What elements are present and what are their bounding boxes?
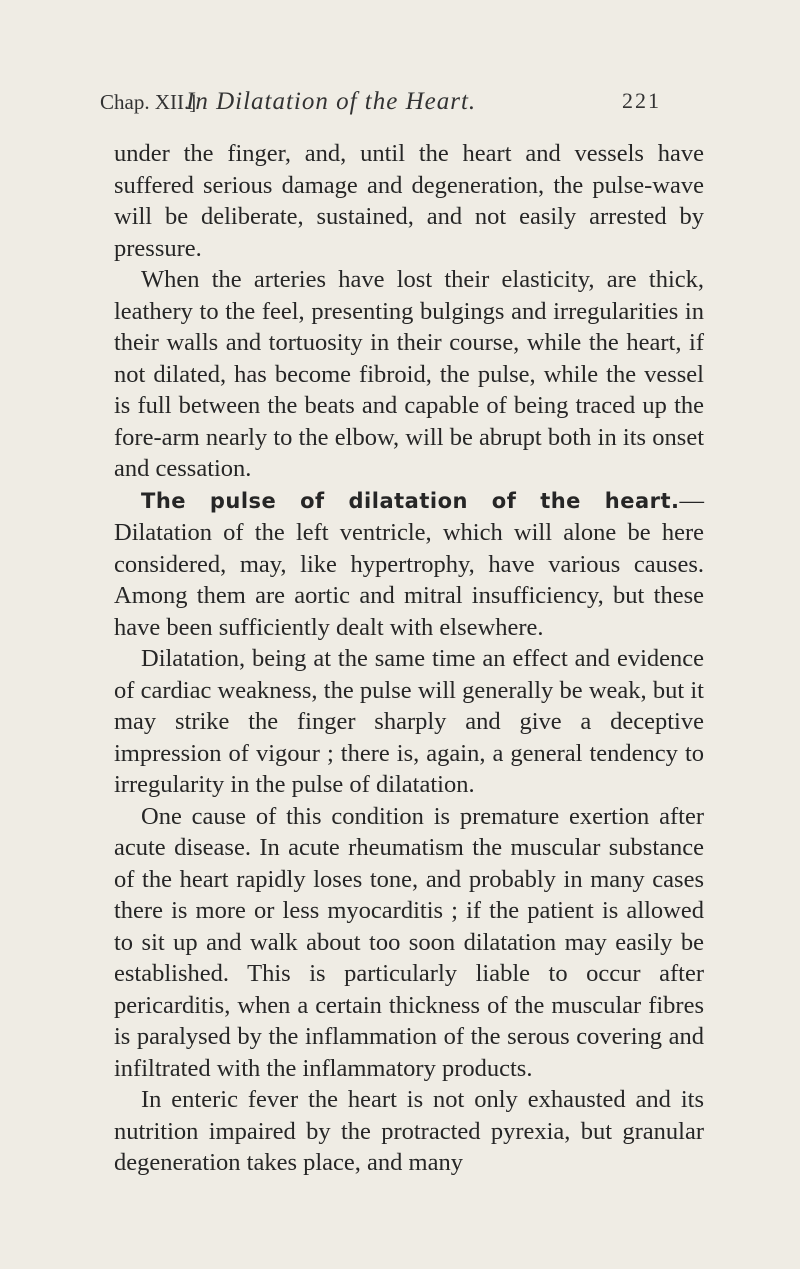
paragraph-4 <box>114 643 704 801</box>
chapter-label: Chap. XII.] <box>100 90 197 114</box>
paragraph-text: In enteric fever the heart is not only exhausted and its nutrition impaired by the protracted pyrexia, but granular degeneration takes place, and many <box>114 1086 704 1176</box>
paragraph-text: Dilatation, being at the same time an effect and evidence of cardiac weakness, the pulse will generally be weak, but it may strike the finger sharply and give a deceptive impression of vigour ; there is, again, a general tendency to irregularity in the pulse of dilatation. <box>114 645 704 798</box>
page-number: 221 <box>622 88 661 113</box>
paragraph-3 <box>114 485 704 644</box>
paragraph-5 <box>114 801 704 1085</box>
paragraph-text: — Dilatation of the left ventricle, which will alone be here considered, may, like hypertrophy, have various causes. Among them are aortic and mitral insufficiency, but these have been sufficiently dealt with elsewhere. <box>114 486 704 641</box>
paragraph-6 <box>114 1084 704 1179</box>
paragraph-text: One cause of this condition is premature exertion after acute disease. In acute rheumatism the muscular substance of the heart rapidly loses tone, and probably in many cases there is more or less myocarditis ; if the patient is allowed to sit up and walk about too soon dilatation may easily be established. This is particularly liable to occur after pericarditis, when a certain thickness of the muscular fibres is paralysed by the inflammation of the serous covering and infiltrated with the inflammatory products. <box>114 802 704 1082</box>
section-heading: The pulse of dilatation of the heart. <box>141 488 680 513</box>
paragraph-text: When the arteries have lost their elasticity, are thick, leathery to the feel, presenting bulgings and irregularities in their walls and tortuosity in their course, while the heart, if not dilated, has become fibroid, the pulse, while the vessel is full between the beats and capable of being traced up the fore-arm nearly to the elbow, will be abrupt both in its onset and cessation. <box>114 266 704 482</box>
paragraph-text: under the finger, and, until the heart and vessels have suffered serious damage and degeneration, the pulse-wave will be deliberate, sustained, and not easily arrested by pressure. <box>114 140 704 262</box>
paragraph-1 <box>114 138 704 264</box>
paragraph-2 <box>114 264 704 485</box>
body-text <box>114 138 704 1179</box>
running-header <box>100 88 700 116</box>
running-title: In Dilatation of the Heart. <box>186 88 477 115</box>
